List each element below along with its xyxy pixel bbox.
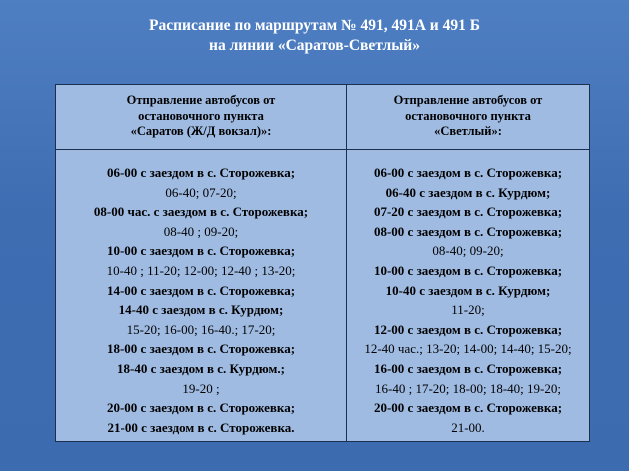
svetly-column-header — [347, 93, 589, 140]
departure-row: 21-00. — [451, 419, 485, 435]
header-line: Отправление автобусов от — [126, 93, 276, 107]
departure-row: 06-40 с заездом в с. Курдюм; — [385, 184, 551, 200]
title-line-1: Расписание по маршрутам № 491, 491А и 491 Б — [149, 17, 480, 34]
departure-row: 16-00 с заездом в с. Сторожевка; — [373, 360, 563, 376]
departure-row: 12-00 с заездом в с. Сторожевка; — [373, 321, 563, 337]
departure-row: 16-40 ; 17-20; 18-00; 18-40; 19-20; — [375, 380, 561, 396]
departure-row: 06-00 с заездом в с. Сторожевка; — [106, 165, 296, 180]
departure-row: 21-00 с заездом в с. Сторожевка. — [107, 419, 295, 435]
page-title — [0, 16, 629, 56]
departure-row: 15-20; 16-00; 16-40.; 17-20; — [126, 321, 276, 337]
departure-row: 18-00 с заездом в с. Сторожевка; — [106, 341, 296, 357]
schedule-table — [55, 84, 590, 442]
departure-row: 11-20; — [451, 302, 485, 318]
departure-row: 06-00 с заездом в с. Сторожевка; — [373, 165, 563, 180]
departure-row: 12-40 час.; 13-20; 14-00; 14-40; 15-20; — [364, 341, 572, 357]
svetly-departures-list — [347, 163, 589, 437]
departure-row: 07-20 с заездом в с. Сторожевка; — [373, 204, 563, 220]
departure-row: 19-20 ; — [182, 380, 220, 396]
header-line: остановочного пункта — [405, 108, 531, 123]
header-line: остановочного пункта — [138, 108, 264, 123]
departure-row: 14-40 с заездом в с. Курдюм; — [118, 302, 284, 318]
header-divider — [56, 149, 589, 150]
departure-row: 10-00 с заездом в с. Сторожевка; — [373, 262, 563, 278]
departure-row: 14-00 с заездом в с. Сторожевка; — [106, 282, 296, 298]
saratov-column-header — [56, 93, 346, 140]
departure-row: 18-40 с заездом в с. Курдюм.; — [117, 360, 285, 376]
title-line-2: на линии «Саратов-Светлый» — [209, 37, 420, 54]
departure-row: 08-40 ; 09-20; — [163, 223, 239, 239]
saratov-departures-list — [56, 163, 346, 437]
departure-row: 08-00 час. с заездом в с. Сторожевка; — [93, 204, 309, 220]
departure-row: 10-40 с заездом в с. Курдюм; — [385, 282, 551, 298]
header-line: «Саратов (Ж/Д вокзал)»: — [130, 124, 272, 138]
departure-row: 10-00 с заездом в с. Сторожевка; — [106, 243, 296, 259]
departure-row: 08-40; 09-20; — [432, 243, 504, 259]
departure-row: 10-40 ; 11-20; 12-00; 12-40 ; 13-20; — [106, 262, 296, 278]
departure-row: 20-00 с заездом в с. Сторожевка; — [106, 400, 296, 416]
departure-row: 20-00 с заездом в с. Сторожевка; — [373, 400, 563, 416]
departure-row: 08-00 с заездом в с. Сторожевка; — [373, 223, 563, 239]
departure-row: 06-40; 07-20; — [165, 184, 237, 200]
header-line: Отправление автобусов от — [393, 93, 543, 107]
header-line: «Светлый»: — [434, 124, 502, 138]
